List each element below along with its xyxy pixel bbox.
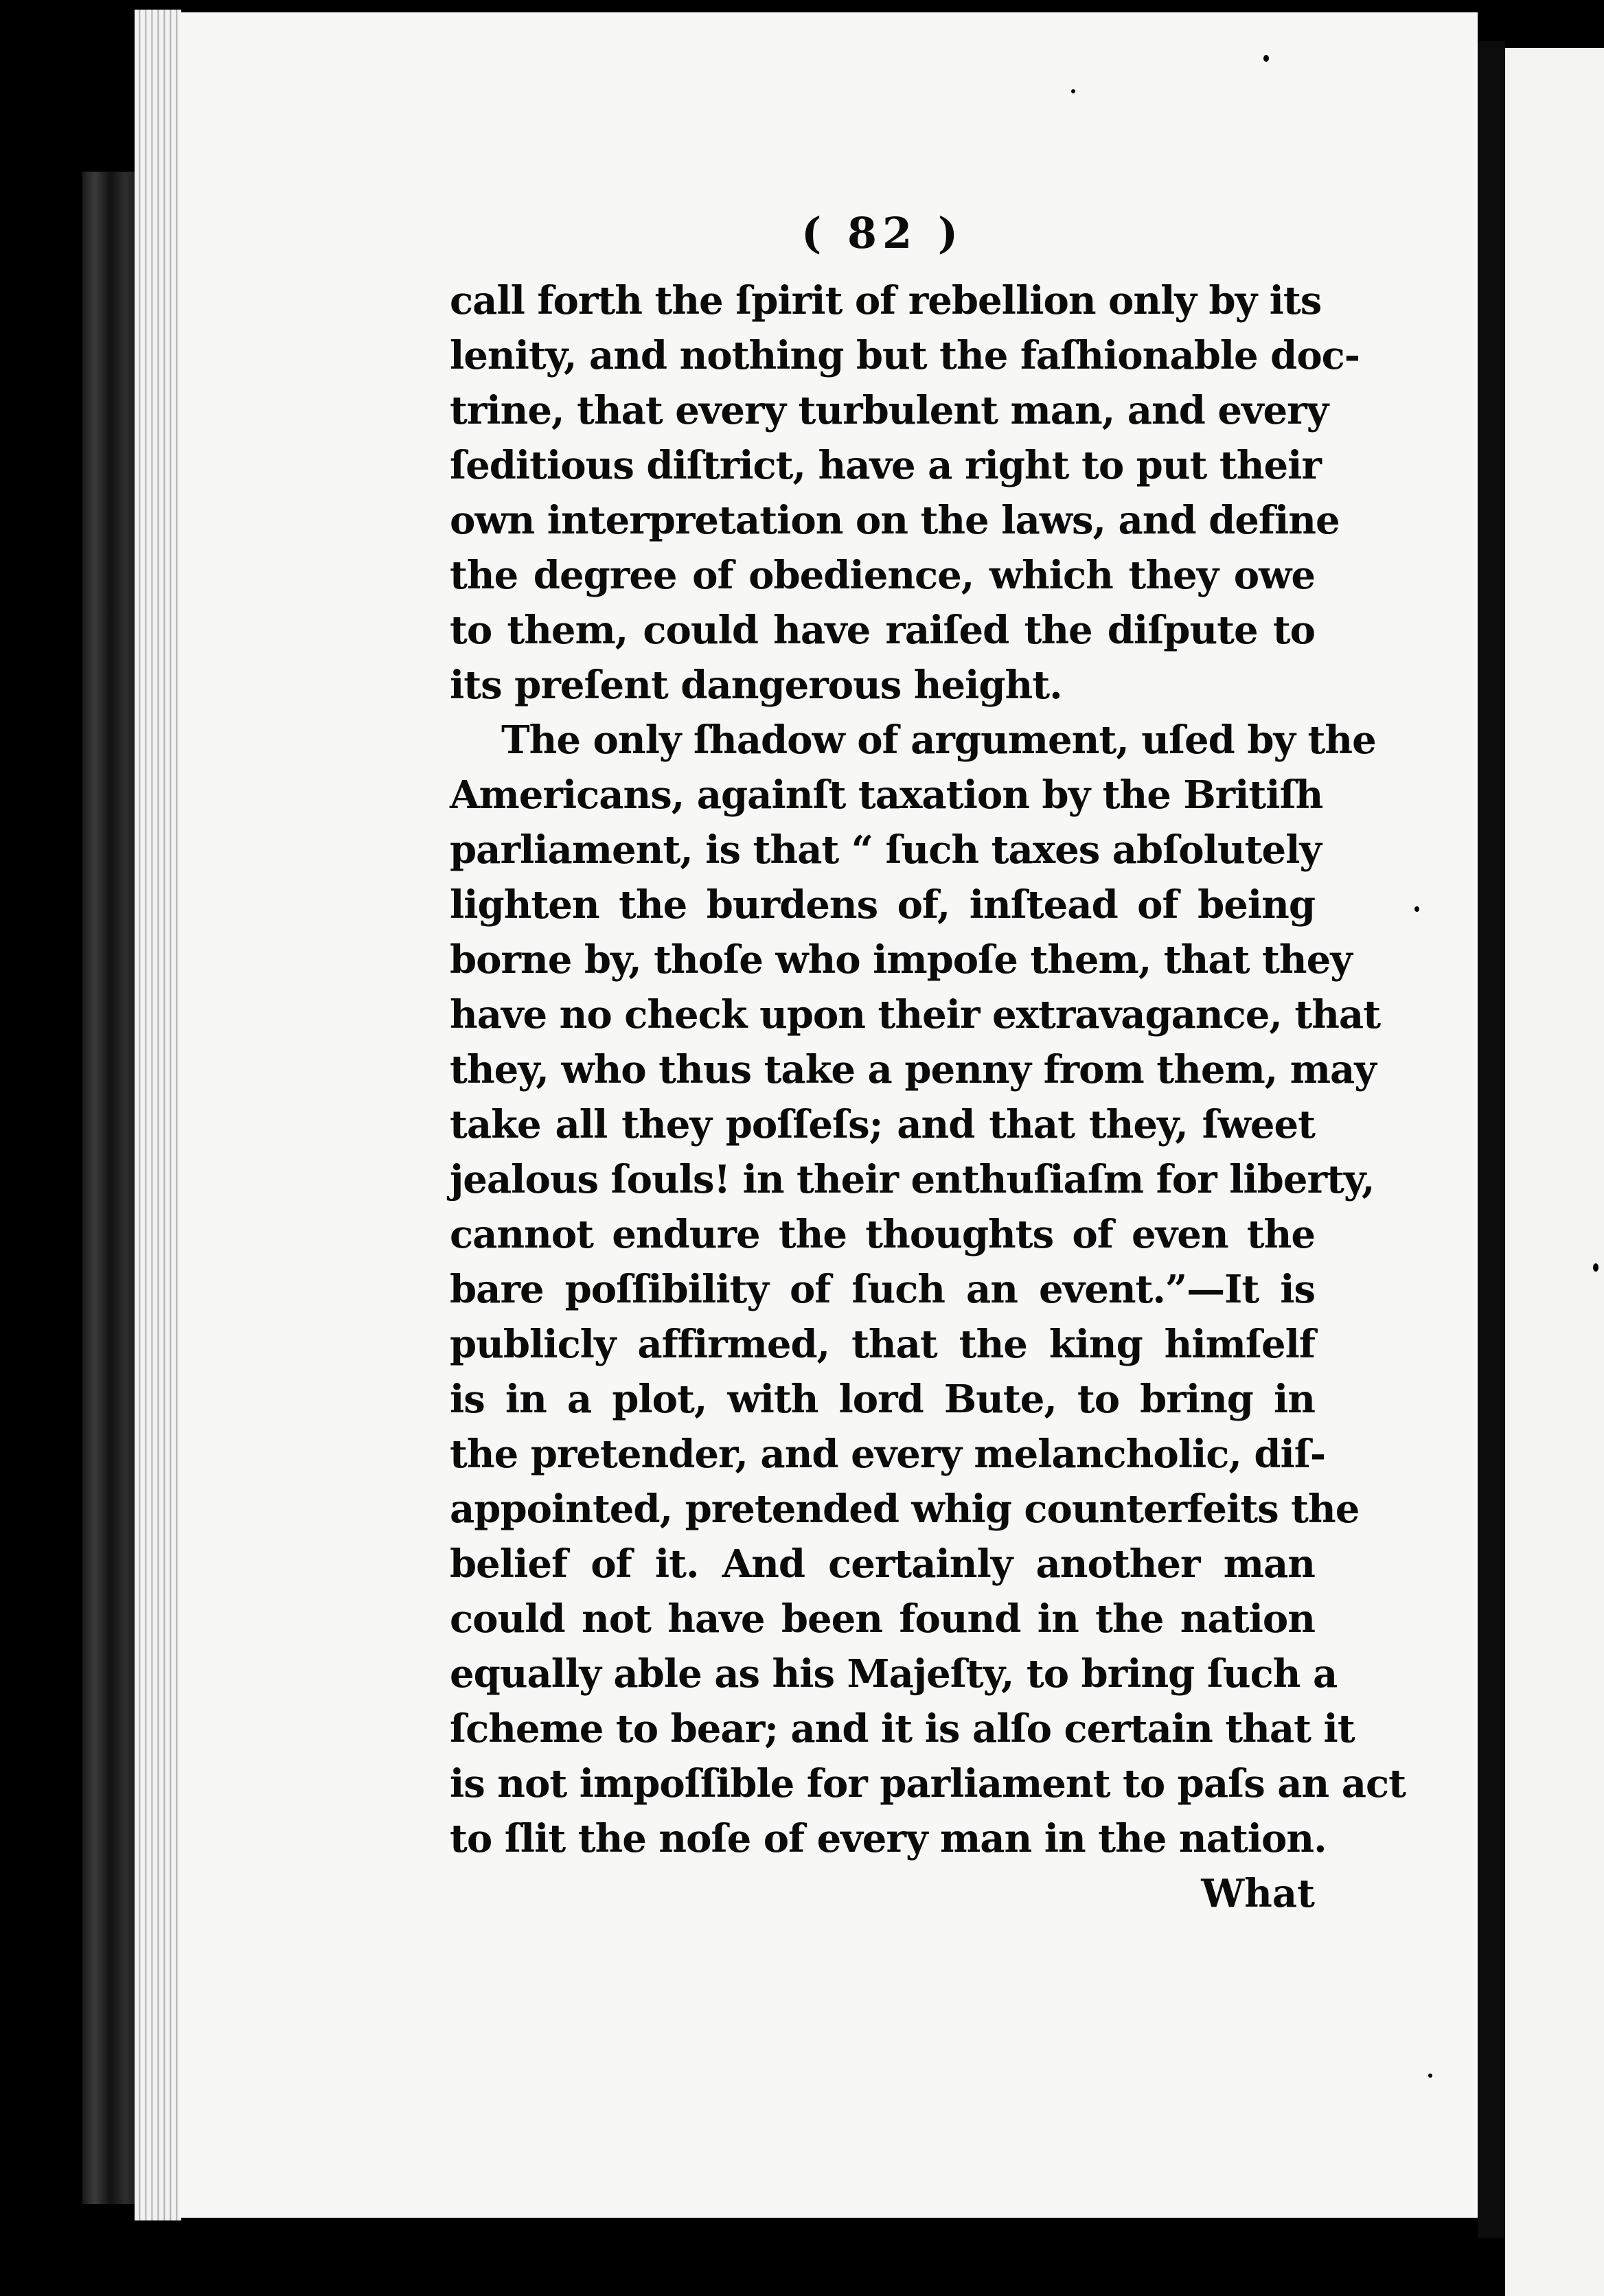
- text-line: the pretender, and every melancholic, diſ-: [450, 1432, 1326, 1477]
- text-line: is in a plot, with lord Bute, to bring in: [450, 1377, 1315, 1422]
- scan-speck: [1263, 55, 1269, 62]
- page-edge-stack: [135, 10, 181, 2220]
- facing-page-edge: [1505, 48, 1604, 2296]
- catchword: What: [1201, 1871, 1315, 1916]
- text-line: equally able as his Majeſty, to bring ſuch a: [450, 1651, 1338, 1697]
- text-line: appointed, pretended whig counterfeits the: [450, 1486, 1360, 1532]
- text-line: jealous ſouls! in their enthuſiaſm for liberty,: [450, 1157, 1375, 1202]
- text-line: to ſlit the noſe of every man in the nation.: [450, 1816, 1327, 1861]
- text-line: could not have been found in the nation: [450, 1596, 1315, 1642]
- text-line: to them, could have raiſed the diſpute to: [450, 608, 1315, 653]
- text-line: publicly affirmed, that the king himſelf: [450, 1322, 1315, 1367]
- scan-speck: [1414, 906, 1419, 912]
- text-line: ſeditious diſtrict, have a right to put their: [450, 443, 1321, 488]
- scan-speck: [1071, 89, 1075, 93]
- text-line: have no check upon their extravagance, that: [450, 992, 1381, 1037]
- text-line: lighten the burdens of, inſtead of being: [450, 882, 1315, 928]
- gutter-shadow: [1478, 41, 1505, 2238]
- text-line: cannot endure the thoughts of even the: [450, 1212, 1315, 1257]
- text-line: parliament, is that “ ſuch taxes abſolutely: [450, 827, 1321, 873]
- text-line: its preſent dangerous height.: [450, 663, 1062, 708]
- page-number: ( 82 ): [801, 208, 964, 258]
- text-line: The only ſhadow of argument, uſed by the: [501, 718, 1376, 763]
- text-line: take all they poſſeſs; and that they, ſweet: [450, 1102, 1315, 1147]
- text-line: they, who thus take a penny from them, may: [450, 1047, 1376, 1092]
- text-line: lenity, and nothing but the faſhionable doc-: [450, 333, 1360, 378]
- scan-speck: [1428, 2074, 1432, 2078]
- text-line: Americans, againſt taxation by the Britiſh: [450, 772, 1323, 818]
- text-line: belief of it. And certainly another man: [450, 1541, 1315, 1587]
- text-line: trine, that every turbulent man, and every: [450, 388, 1329, 433]
- text-line: borne by, thoſe who impoſe them, that they: [450, 937, 1352, 983]
- text-line: is not impoſſible for parliament to paſs an act: [450, 1761, 1406, 1806]
- scan-speck: [1593, 1263, 1599, 1272]
- text-line: own interpretation on the laws, and define: [450, 498, 1340, 543]
- text-line: ſcheme to bear; and it is alſo certain that it: [450, 1706, 1355, 1752]
- text-line: call forth the ſpirit of rebellion only by its: [450, 278, 1322, 323]
- text-line: bare poſſibility of ſuch an event.”—It is: [450, 1267, 1315, 1312]
- page-text-block: [450, 206, 1406, 1921]
- paragraph-2: [450, 713, 1406, 1866]
- text-line: the degree of obedience, which they owe: [450, 553, 1315, 598]
- paragraph-1: [450, 273, 1360, 713]
